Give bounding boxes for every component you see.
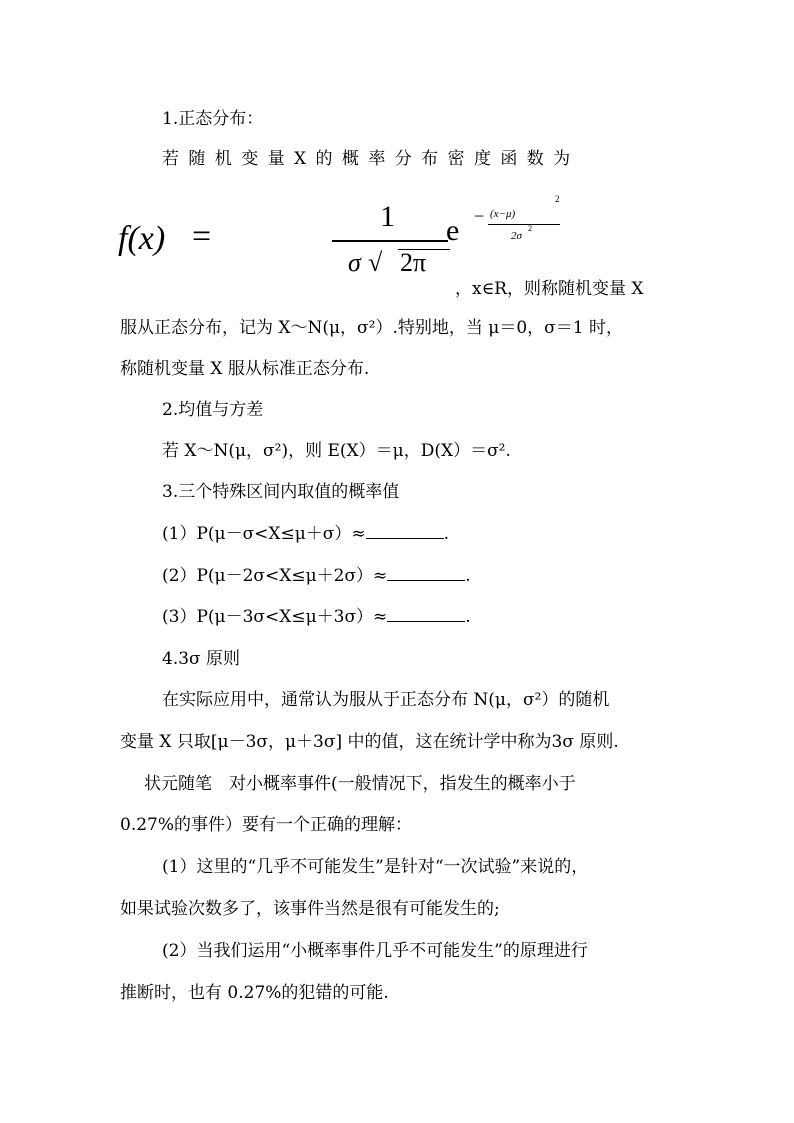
section-1-line-3: 称随机变量 X 服从标准正态分布. <box>120 359 370 379</box>
section-1-heading: 1.正态分布： <box>162 109 264 129</box>
formula-denominator-sigma: σ <box>348 248 361 277</box>
formula-exp-numerator: (x−μ) <box>490 208 516 220</box>
section-2-line: 若 X～N(μ，σ²)，则 E(X）＝μ，D(X）＝σ². <box>162 441 511 461</box>
note-item-1-line-1: (1）这里的“几乎不可能发生”是针对“一次试验”来说的， <box>162 857 589 877</box>
probability-item-3 <box>162 605 471 629</box>
note-item-2-line-1: (2）当我们运用“小概率事件几乎不可能发生”的原理进行 <box>162 941 588 961</box>
section-1-after-formula: ，x∈R，则称随机变量 X <box>455 279 644 299</box>
formula-exp-sign: − <box>474 206 485 226</box>
formula-base-e: e <box>446 214 460 247</box>
formula-fraction-bar <box>332 240 448 242</box>
section-4-heading: 4.3σ 原则 <box>162 649 241 669</box>
note-item-1-line-2: 如果试验次数多了，该事件当然是很有可能发生的; <box>120 899 500 919</box>
section-3-heading: 3.三个特殊区间内取值的概率值 <box>162 482 400 502</box>
probability-item-2 <box>162 564 471 588</box>
probability-item-1-text: (1）P(μ－σ<X≤μ＋σ）≈ <box>162 524 366 544</box>
normal-density-formula <box>118 194 560 288</box>
formula-exp-numerator-power: 2 <box>555 194 560 204</box>
formula-exp-denominator: 2σ <box>511 230 522 242</box>
answer-blank-3[interactable] <box>387 621 465 622</box>
section-2-heading: 2.均值与方差 <box>162 400 264 420</box>
probability-item-1-end: . <box>443 524 450 544</box>
formula-root-sign: √ <box>368 248 383 277</box>
answer-blank-2[interactable] <box>387 580 465 581</box>
formula-exp-fraction-bar <box>488 224 560 225</box>
probability-item-2-text: (2）P(μ－2σ<X≤μ＋2σ）≈ <box>162 566 388 586</box>
formula-exp-denominator-power: 2 <box>528 224 532 233</box>
formula-root-argument: 2π <box>400 248 427 277</box>
probability-item-3-end: . <box>465 607 471 627</box>
note-item-2-line-2: 推断时，也有 0.27%的犯错的可能. <box>120 983 389 1003</box>
formula-equals: = <box>192 218 212 255</box>
probability-item-3-text: (3）P(μ－3σ<X≤μ＋3σ）≈ <box>162 607 388 627</box>
probability-item-1 <box>162 522 449 546</box>
section-4-line-1: 在实际应用中，通常认为服从于正态分布 N(μ，σ²）的随机 <box>162 690 610 710</box>
probability-item-2-end: . <box>465 566 471 586</box>
section-1-line-2: 服从正态分布，记为 X～N(μ，σ²）.特别地，当 μ＝0，σ＝1 时， <box>120 318 623 338</box>
answer-blank-1[interactable] <box>366 538 444 539</box>
section-4-line-2: 变量 X 只取[μ－3σ，μ＋3σ] 中的值，这在统计学中称为3σ 原则. <box>120 732 619 752</box>
formula-numerator: 1 <box>380 200 395 233</box>
formula-lhs: f(x) <box>118 220 166 257</box>
section-1-intro: 若 随 机 变 量 X 的 概 率 分 布 密 度 函 数 为 <box>162 149 573 169</box>
note-line-1: 状元随笔 对小概率事件(一般情况下，指发生的概率小于 <box>144 774 576 794</box>
note-line-2: 0.27%的事件）要有一个正确的理解： <box>120 815 413 835</box>
